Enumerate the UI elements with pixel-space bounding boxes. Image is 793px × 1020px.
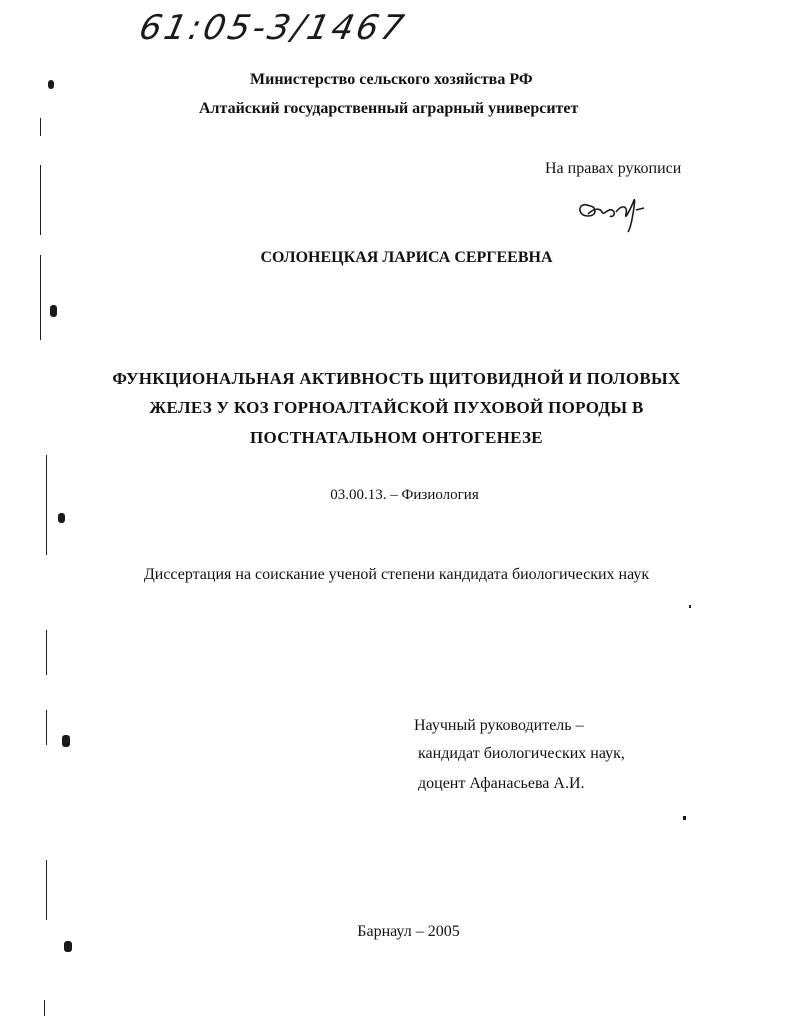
supervisor-line: кандидат биологических наук, bbox=[418, 745, 625, 762]
scan-dot bbox=[683, 816, 686, 820]
supervisor-line: доцент Афанасьева А.И. bbox=[418, 775, 585, 792]
dissertation-title-line: ФУНКЦИОНАЛЬНАЯ АКТИВНОСТЬ ЩИТОВИДНОЙ И ПОЛОВЫХ bbox=[112, 369, 681, 388]
supervisor-line: Научный руководитель – bbox=[414, 717, 584, 734]
dissertation-title-line: ЖЕЛЕЗ У КОЗ ГОРНОАЛТАЙСКОЙ ПУХОВОЙ ПОРОДЫ В bbox=[149, 398, 644, 417]
scan-dot bbox=[48, 80, 54, 89]
university-line: Алтайский государственный аграрный университет bbox=[199, 100, 579, 117]
city-year: Барнаул – 2005 bbox=[357, 923, 460, 940]
scan-dot bbox=[58, 513, 65, 523]
scan-dot bbox=[689, 605, 691, 608]
manuscript-note: На правах рукописи bbox=[545, 160, 682, 177]
specialty-code: 03.00.13. – Физиология bbox=[330, 487, 479, 503]
author-name: СОЛОНЕЦКАЯ ЛАРИСА СЕРГЕЕВНА bbox=[260, 249, 553, 266]
scan-dot bbox=[62, 735, 70, 747]
dissertation-note: Диссертация на соискание ученой степени кандидата биологических наук bbox=[143, 566, 650, 583]
handwritten-code: 61:05-3/1467 bbox=[135, 8, 411, 48]
scan-dot bbox=[50, 305, 57, 317]
ministry-line: Министерство сельского хозяйства РФ bbox=[250, 71, 533, 88]
dissertation-title-line: ПОСТНАТАЛЬНОМ ОНТОГЕНЕЗЕ bbox=[250, 428, 543, 447]
scan-dot bbox=[64, 941, 72, 952]
signature-image bbox=[570, 186, 670, 236]
